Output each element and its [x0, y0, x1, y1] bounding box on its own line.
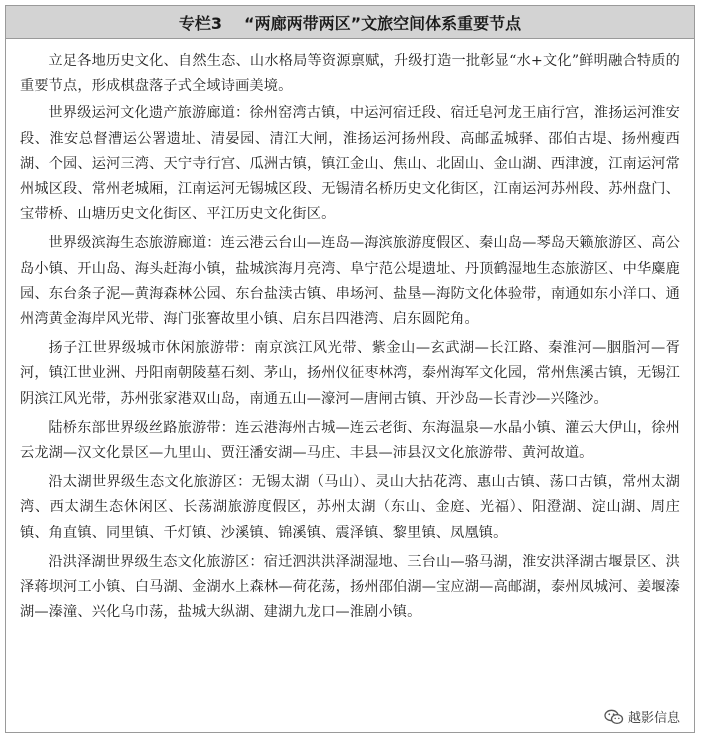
yangtze-belt-paragraph: 扬子江世界级城市休闲旅游带：南京滨江风光带、紫金山—玄武湖—长江路、秦淮河—胭脂河—胥河，镇江世业洲、丹阳南朝陵墓石刻、茅山，扬州仪征枣林湾，泰州海军文化园，常州焦溪古镇，无锡江阴滨江风光带，苏州张家港双山岛，南通五山—濠河—唐闸古镇、开沙岛—长青沙—兴隆沙。 — [20, 340, 680, 407]
wechat-icon — [604, 709, 624, 725]
box-title-bar — [6, 6, 694, 39]
coastal-corridor-paragraph: 世界级滨海生态旅游廊道：连云港云台山—连岛—海滨旅游度假区、秦山岛—琴岛天籁旅游区、高公岛小镇、开山岛、海头赶海小镇，盐城滨海月亮湾、阜宁范公堤遗址、丹顶鹤湿地生态旅游区、中华麋鹿园、东台条子泥—黄海森林公园、东台盐渎古镇、串场河、盐垦—海防文化体验带，南通如东小洋口、通州湾黄金海岸风光带、海门张謇故里小镇、启东吕四港湾、启东圆陀角。 — [20, 235, 680, 328]
taihu-zone-paragraph: 沿太湖世界级生态文化旅游区：无锡太湖（马山）、灵山大拈花湾、惠山古镇、荡口古镇，常州太湖湾、西太湖生态休闲区、长荡湖旅游度假区，苏州太湖（东山、金庭、光福）、阳澄湖、淀山湖、周庄镇、角直镇、同里镇、千灯镇、沙溪镇、锦溪镇、震泽镇、黎里镇、凤凰镇。 — [20, 474, 680, 541]
column-label: 专栏3 — [178, 13, 223, 33]
watermark — [602, 707, 682, 726]
canal-corridor-paragraph: 世界级运河文化遗产旅游廊道：徐州窑湾古镇，中运河宿迁段、宿迁皂河龙王庙行宫，淮扬运河淮安段、淮安总督漕运公署遗址、清晏园、清江大闸，淮扬运河扬州段、高邮孟城驿、邵伯古堤、扬州瘦西湖、个园、运河三湾、天宁寺行宫、瓜洲古镇，镇江金山、焦山、北固山、金山湖、西津渡，江南运河常州城区段、常州老城厢，江南运河无锡城区段、无锡清名桥历史文化街区，江南运河苏州段、苏州盘门、宝带桥、山塘历史文化街区、平江历史文化街区。 — [20, 105, 680, 223]
intro-paragraph: 立足各地历史文化、自然生态、山水格局等资源禀赋，升级打造一批彰显“水+文化”鲜明融合特质的重要节点，形成棋盘落子式全域诗画美境。 — [20, 53, 680, 95]
watermark-text: 越影信息 — [627, 711, 680, 726]
feature-box — [5, 5, 695, 733]
silk-road-belt-paragraph: 陆桥东部世界级丝路旅游带：连云港海州古城—连云老街、东海温泉—水晶小镇、灌云大伊山，徐州云龙湖—汉文化景区—九里山、贾汪潘安湖—马庄、丰县—沛县汉文化旅游带、黄河故道。 — [20, 419, 680, 462]
box-title: “两廊两带两区”文旅空间体系重要节点 — [244, 13, 522, 33]
hongze-zone-paragraph: 沿洪泽湖世界级生态文化旅游区：宿迁泗洪洪泽湖湿地、三台山—骆马湖，淮安洪泽湖古堰景区、洪泽蒋坝河工小镇、白马湖、金湖水上森林—荷花荡，扬州邵伯湖—宝应湖—高邮湖，泰州凤城河、姜堰溱湖—溱潼、兴化乌巾荡，盐城大纵湖、建湖九龙口—淮剧小镇。 — [20, 553, 680, 621]
box-content — [6, 39, 694, 625]
